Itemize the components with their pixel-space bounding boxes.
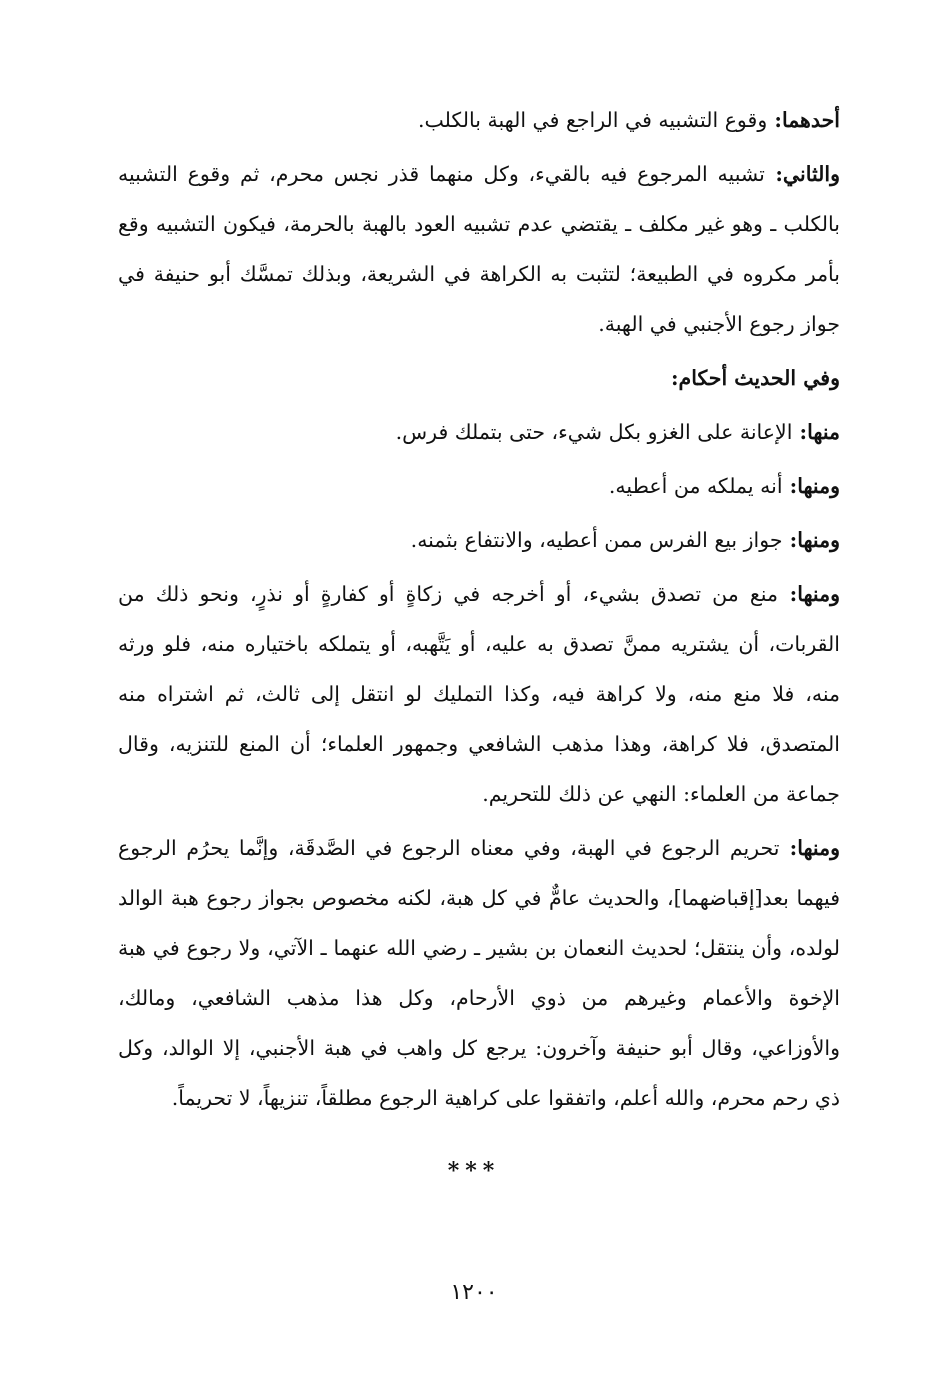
paragraph-text: جواز بيع الفرس ممن أعطيه، والانتفاع بثمنه. [410,528,783,552]
paragraph-first: أحدهما: وقوع التشبيه في الراجع في الهبة بالكلب. [418,108,840,132]
paragraph-text: تشبيه المرجوع فيه بالقيء، وكل منهما قذر نجس محرم، ثم وقوع التشبيه بالكلب ـ وهو غير مكلف ـ يقتضي عدم تشبيه العود بالهبة بالحرمة، فيكون التشبيه وقع بأمر مكروه في الطبيعة؛ لتثبت به الكراهة في الشريعة، وبذلك تمسَّك أبو حنيفة في جواز رجوع الأجنبي في الهبة. [118,162,840,336]
paragraph-lead: منها [807,420,840,444]
paragraph-lead: ومنها [797,582,840,606]
paragraph-lead: ومنها [797,474,840,498]
ruling-item: ومنها: جواز بيع الفرس ممن أعطيه، والانتفاع بثمنه. [410,528,840,552]
ruling-item: ومنها: تحريم الرجوع في الهبة، وفي معناه الرجوع في الصَّدقَة، وإنَّما يحرُم الرجوع فيهما بعد[إقباضهما]، والحديث عامٌّ في كل هبة، لكنه مخصوص بجواز رجوع هبة الوالد لولده، وأن ينتقل؛ لحديث النعمان بن بشير ـ رضي الله عنهما ـ الآتي، ولا رجوع في هبة الإخوة والأعمام وغيرهم من ذوي الأرحام، وكل هذا مذهب الشافعي، ومالك، والأوزاعي، وقال أبو حنيفة وآخرون: يرجع كل واهب في هبة الأجنبي، إلا الوالد، وكل ذي رحم محرم، والله أعلم، واتفقوا على كراهية الرجوع مطلقاً، تنزيهاً، لا تحريماً. [118,836,840,1110]
heading-text: وفي الحديث أحكام [678,366,840,390]
paragraph-text: أنه يملكه من أعطيه. [608,474,783,498]
paragraph-text: منع من تصدق بشيء، أو أخرجه في زكاةٍ أو كفارةٍ أو نذرٍ، ونحو ذلك من القربات، أن يشتريه ممنَّ تصدق به عليه، أو يَتَّهبه، أو يتملكه باختياره منه، فلو ورثه منه، فلا منع منه، ولا كراهة فيه، وكذا التمليك لو انتقل إلى ثالث، ثم اشتراه منه المتصدق، فلا كراهة، وهذا مذهب الشافعي وجمهور العلماء؛ أن المنع للتنزيه، وقال جماعة من العلماء: النهي عن ذلك للتحريم. [118,582,840,806]
paragraph-lead: ومنها [797,836,840,860]
paragraph-text: تحريم الرجوع في الهبة، وفي معناه الرجوع في الصَّدقَة، وإنَّما يحرُم الرجوع فيهما بعد[إقباضهما]، والحديث عامٌّ في كل هبة، لكنه مخصوص بجواز رجوع هبة الوالد لولده، وأن ينتقل؛ لحديث النعمان بن بشير ـ رضي الله عنهما ـ الآتي، ولا رجوع في هبة الإخوة والأعمام وغيرهم من ذوي الأرحام، وكل هذا مذهب الشافعي، ومالك، والأوزاعي، وقال أبو حنيفة وآخرون: يرجع كل واهب في هبة الأجنبي، إلا الوالد، وكل ذي رحم محرم، والله أعلم، واتفقوا على كراهية الرجوع مطلقاً، تنزيهاً، لا تحريماً. [118,836,840,1110]
paragraph-text: وقوع التشبيه في الراجع في الهبة بالكلب. [418,108,768,132]
ruling-item: منها: الإعانة على الغزو بكل شيء، حتى بتملك فرس. [395,420,840,444]
page-body [118,95,840,1123]
paragraph-second: والثاني: تشبيه المرجوع فيه بالقيء، وكل منهما قذر نجس محرم، ثم وقوع التشبيه بالكلب ـ وهو غير مكلف ـ يقتضي عدم تشبيه العود بالهبة بالحرمة، فيكون التشبيه وقع بأمر مكروه في الطبيعة؛ لتثبت به الكراهة في الشريعة، وبذلك تمسَّك أبو حنيفة في جواز رجوع الأجنبي في الهبة. [118,162,840,336]
ruling-item: ومنها: منع من تصدق بشيء، أو أخرجه في زكاةٍ أو كفارةٍ أو نذرٍ، ونحو ذلك من القربات، أن يشتريه ممنَّ تصدق به عليه، أو يَتَّهبه، أو يتملكه باختياره منه، فلو ورثه منه، فلا منع منه، ولا كراهة فيه، وكذا التمليك لو انتقل إلى ثالث، ثم اشتراه منه المتصدق، فلا كراهة، وهذا مذهب الشافعي وجمهور العلماء؛ أن المنع للتنزيه، وقال جماعة من العلماء: النهي عن ذلك للتحريم. [118,582,840,806]
paragraph-text: الإعانة على الغزو بكل شيء، حتى بتملك فرس. [395,420,793,444]
section-heading: وفي الحديث أحكام: [670,366,840,390]
paragraph-lead: ومنها [797,528,840,552]
section-separator: *** [447,1158,501,1184]
page-number: ١٢٠٠ [450,1280,498,1305]
paragraph-lead: أحدهما [781,108,840,132]
ruling-item: ومنها: أنه يملكه من أعطيه. [608,474,840,498]
paragraph-lead: والثاني [782,162,840,186]
